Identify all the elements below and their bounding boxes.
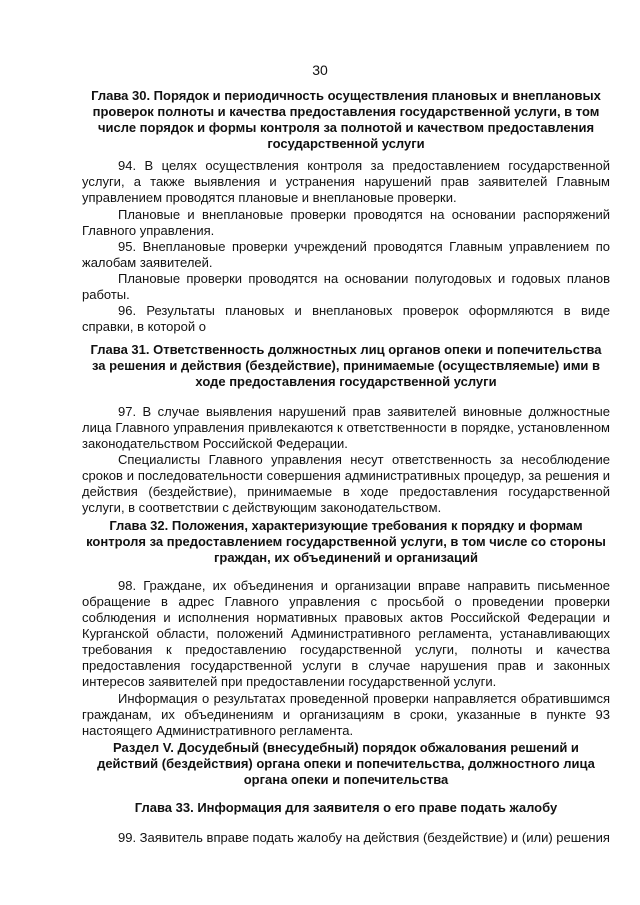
- chapter-31-title: Глава 31. Ответственность должностных лиц органов опеки и попечительства за решения и действия (бездействие), принимаемые (осуществляемые) ими в ходе предоставления государственной услуги: [90, 342, 602, 389]
- paragraph-98: 98. Граждане, их объединения и организации вправе направить письменное обращение в адрес Главного управления с просьбой о проведении проверки соблюдения и исполнения нормативных правовых актов Российской Федерации и Курганской области, положений Административного регламента, устанавливающих требования к предоставлению государственной услуги, полноты и качества предоставления государственной услуги в случае нарушения прав и законных интересов заявителей при предоставлении государственной услуги.: [82, 578, 610, 689]
- section-5-title: Раздел V. Досудебный (внесудебный) порядок обжалования решений и действий (бездействия) органа опеки и попечительства, должностного лица органа опеки и попечительства: [97, 740, 595, 787]
- paragraph-95: 95. Внеплановые проверки учреждений проводятся Главным управлением по жалобам заявителей.: [82, 239, 610, 270]
- chapter-32-title: Глава 32. Положения, характеризующие требования к порядку и формам контроля за предоставлением государственной услуги, в том числе со стороны граждан, их объединений и организаций: [86, 518, 606, 565]
- paragraph-94-continued: Плановые и внеплановые проверки проводятся на основании распоряжений Главного управления.: [82, 207, 610, 238]
- paragraph-96: 96. Результаты плановых и внеплановых проверок оформляются в виде справки, в которой о: [82, 303, 610, 334]
- paragraph-95-continued: Плановые проверки проводятся на основании полугодовых и годовых планов работы.: [82, 271, 610, 302]
- paragraph-94: 94. В целях осуществления контроля за предоставлением государственной услуги, а также выявления и устранения нарушений прав заявителей Главным управлением проводятся плановые и внеплановые проверки.: [82, 158, 610, 205]
- paragraph-97-continued: Специалисты Главного управления несут ответственность за несоблюдение сроков и последовательности совершения административных процедур, за решения и действия (бездействие), принимаемые в ходе предоставления государственной услуги, в соответствии с действующим законодательством.: [82, 452, 610, 515]
- paragraph-99: 99. Заявитель вправе подать жалобу на действия (бездействие) и (или) решения: [118, 830, 610, 845]
- page-number: 30: [312, 62, 328, 78]
- paragraph-98-continued: Информация о результатах проведенной проверки направляется обратившимся гражданам, их объединениям и организациям в сроки, указанные в пункте 93 настоящего Административного регламента.: [82, 691, 610, 738]
- chapter-33-title: Глава 33. Информация для заявителя о его праве подать жалобу: [134, 800, 558, 815]
- paragraph-97: 97. В случае выявления нарушений прав заявителей виновные должностные лица Главного управления привлекаются к ответственности в порядке, установленном законодательством Российской Федерации.: [82, 404, 610, 451]
- chapter-30-title: Глава 30. Порядок и периодичность осуществления плановых и внеплановых проверок полноты и качества предоставления государственной услуги, в том числе порядок и формы контроля за полнотой и качеством предоставления государственной услуги: [91, 88, 601, 151]
